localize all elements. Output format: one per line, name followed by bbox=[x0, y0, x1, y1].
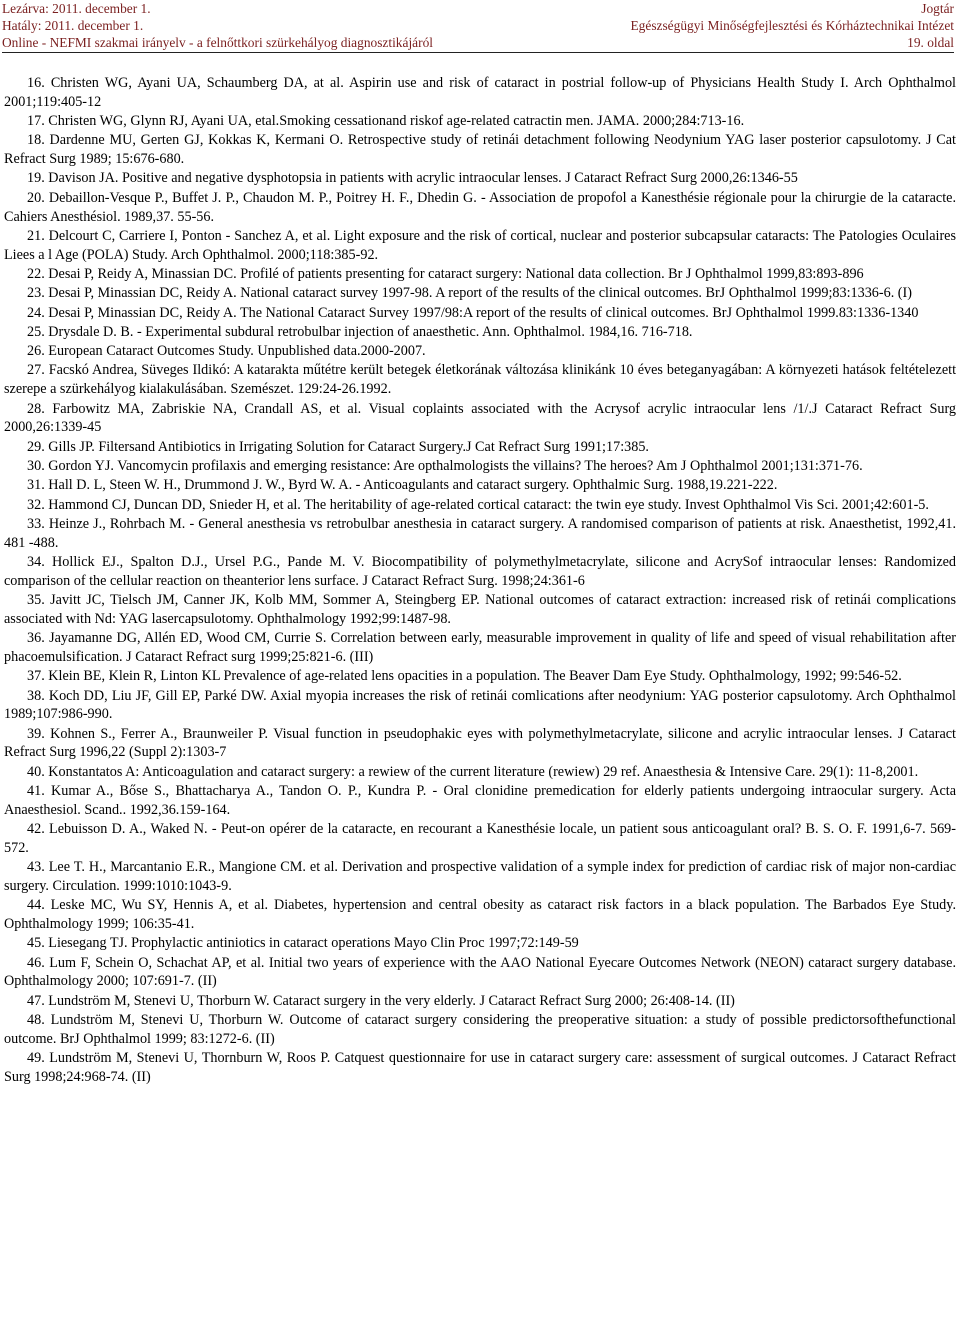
reference-number: 49. bbox=[27, 1050, 45, 1067]
reference-text: Lebuisson D. A., Waked N. - Peut-on opérer de la cataracte, en recourant a Kanesthésie locale, un patient sous anticoagulant oral? B. S. O. F. 1991,6-7. 569-572. bbox=[4, 821, 957, 856]
reference-text: Christen WG, Ayani UA, Schaumberg DA, at al. Aspirin use and risk of cataract in postrial follow-up of Physicians Health Study I. Arch Ophthalmol 2001;119:405-12 bbox=[4, 75, 957, 110]
reference-item bbox=[4, 1011, 956, 1049]
closed-date: Lezárva: 2011. december 1. bbox=[2, 1, 151, 16]
reference-number: 41. bbox=[27, 782, 45, 799]
reference-number: 21. bbox=[27, 227, 45, 244]
reference-text: Gills JP. Filtersand Antibiotics in Irrigating Solution for Cataract Surgery.J Cat Refract Surg 1991;17:385. bbox=[48, 438, 649, 455]
reference-text: Desai P, Minassian DC, Reidy A. National cataract survey 1997-98. A report of the results of the clinical outcomes. BrJ Ophthalmol 1999;83:1336-6. (I) bbox=[48, 285, 912, 302]
reference-item bbox=[4, 265, 956, 284]
reference-number: 30. bbox=[27, 457, 45, 474]
reference-number: 48. bbox=[27, 1012, 45, 1029]
reference-item bbox=[4, 992, 956, 1011]
reference-item bbox=[4, 954, 956, 992]
document-title: Online - NEFMI szakmai irányelv - a felnőttkori szürkehályog diagnosztikájáról bbox=[2, 35, 433, 50]
header-row-3 bbox=[2, 34, 954, 51]
reference-number: 39. bbox=[27, 725, 45, 742]
reference-number: 24. bbox=[27, 304, 45, 321]
reference-item bbox=[4, 112, 956, 131]
reference-item bbox=[4, 515, 956, 553]
reference-number: 32. bbox=[27, 496, 45, 513]
reference-number: 40. bbox=[27, 763, 45, 780]
reference-number: 44. bbox=[27, 897, 45, 914]
reference-number: 47. bbox=[27, 992, 45, 1009]
reference-number: 28. bbox=[27, 400, 45, 417]
reference-text: Klein BE, Klein R, Linton KL Prevalence of age-related lens opacities in a population. The Beaver Dam Eye Study. Ophthalmology, 1992; 99:546-52. bbox=[48, 668, 902, 685]
institute-name: Egészségügyi Minőségfejlesztési és Kórháztechnikai Intézet bbox=[630, 18, 954, 33]
reference-text: Hall D. L, Steen W. H., Drummond J. W., Byrd W. A. - Anticoagulants and cataract surgery. Ophthalmic Surg. 1988,19.221-222. bbox=[48, 477, 778, 494]
reference-number: 35. bbox=[27, 592, 45, 609]
reference-number: 19. bbox=[27, 170, 45, 187]
reference-number: 46. bbox=[27, 954, 45, 971]
reference-text: Heinze J., Rohrbach M. - General anesthesia vs retrobulbar anesthesia in cataract surgery. A randomised comparison of patients at risk. Anaesthetist, 1992,41. 481 -488. bbox=[4, 515, 956, 551]
reference-item bbox=[4, 400, 956, 438]
reference-item bbox=[4, 361, 956, 399]
reference-number: 43. bbox=[27, 859, 45, 876]
reference-item bbox=[4, 820, 956, 858]
reference-text: Lundström M, Stenevi U, Thorburn W. Outcome of cataract surgery considering the preoperative situation: a study of possible predictorsofthefunctional outcome. BrJ Ophthalmol 1999; 83:1272-6. (II) bbox=[4, 1012, 956, 1047]
reference-item bbox=[4, 725, 956, 763]
reference-text: Lundström M, Stenevi U, Thornburn W, Roos P. Catquest questionnaire for use in cataract surgery care: assessment of surgical outcomes. J Cataract Refract Surg 1998;24:968-74. (II) bbox=[4, 1050, 957, 1085]
reference-text: Lum F, Schein O, Schachat AP, et al. Initial two years of experience with the AAO National Eyecare Outcomes Network (NEON) cataract surgery database. Ophthalmology 2000; 107:691-7. (II) bbox=[4, 954, 956, 990]
reference-number: 37. bbox=[27, 668, 45, 685]
reference-item bbox=[4, 687, 956, 725]
reference-item bbox=[4, 934, 956, 953]
reference-number: 29. bbox=[27, 438, 45, 455]
reference-number: 42. bbox=[27, 821, 45, 838]
reference-text: Christen WG, Glynn RJ, Ayani UA, etal.Smoking cessationand riskof age-related catractin men. JAMA. 2000;284:713-16. bbox=[48, 113, 745, 130]
reference-text: Davison JA. Positive and negative dysphotopsia in patients with acrylic intraocular lenses. J Cataract Refract Surg 2000,26:1346-55 bbox=[48, 170, 798, 187]
reference-number: 16. bbox=[27, 75, 45, 91]
page-number: 19. oldal bbox=[907, 35, 954, 50]
reference-number: 17. bbox=[27, 113, 45, 130]
reference-text: Kohnen S., Ferrer A., Braunweiler P. Visual function in pseudophakic eyes with polymethylmetacrylate, silicone and acrylic intraocular lenses. J Cataract Refract Surg 1996,22 (Suppl 2):1303-7 bbox=[4, 725, 956, 761]
reference-item bbox=[4, 667, 956, 686]
reference-text: Debaillon-Vesque P., Buffet J. P., Chaudon M. P., Poitrey H. F., Dhedin G. - Association de propofol a Kanesthésie régionale pour la chirurgie de la cataracte. Cahiers Anesthésiol. 1989,37. 55-56. bbox=[4, 189, 956, 225]
reference-text: Liesegang TJ. Prophylactic antiniotics in cataract operations Mayo Clin Proc 1997;72:149-59 bbox=[48, 935, 579, 952]
effective-date: Hatály: 2011. december 1. bbox=[2, 18, 144, 33]
reference-text: Lee T. H., Marcantanio E.R., Mangione CM. et al. Derivation and prospective validation of a symple index for prediction of cardiac risk of major non-cardiac surgery. Circulation. 1999:1010:1043-9. bbox=[4, 859, 956, 894]
reference-number: 20. bbox=[27, 189, 45, 206]
reference-number: 25. bbox=[27, 323, 45, 340]
reference-text: Konstantatos A: Anticoagulation and cataract surgery: a rewiew of the current literature (rewiew) 29 ref. Anaesthesia & Intensive Care. 29(1): 11-8,2001. bbox=[48, 763, 919, 780]
reference-item bbox=[4, 1049, 956, 1087]
reference-item bbox=[4, 323, 956, 342]
reference-item bbox=[4, 284, 956, 303]
reference-text: Farbowitz MA, Zabriskie NA, Crandall AS, et al. Visual coplaints associated with the Acrysof acrylic intraocular lens /1/.J Cataract Refract Surg 2000,26:1339-45 bbox=[4, 400, 957, 436]
reference-text: Kumar A., Bőse S., Bhattacharya A., Tandon O. P., Kundra P. - Oral clonidine premedication for elderly patients undergoing intraocular surgery. Acta Anaesthesiol. Scand.. 1992,36.159-164. bbox=[4, 782, 956, 818]
reference-number: 22. bbox=[27, 265, 45, 282]
reference-text: Hammond CJ, Duncan DD, Snieder H, et al. The heritability of age-related cortical cataract: the twin eye study. Invest Ophthalmol Vis Sci. 2001;42:601-5. bbox=[48, 496, 929, 513]
publisher-name: Jogtár bbox=[921, 1, 954, 16]
reference-text: Facskó Andrea, Süveges Ildikó: A katarakta műtétre került betegek életkorának változása klinikánk 10 éves beteganyagában: A környezeti hatások feltételezett szerepe a szürkehályog kialakulásában. Szemészet. 129:24-26.1992. bbox=[4, 362, 957, 398]
reference-text: Dardenne MU, Gerten GJ, Kokkas K, Kermani O. Retrospective study of retinái detachment following Neodynium YAG laser posterior capsulotomy. J Cat Refract Surg 1989; 15:676-680. bbox=[4, 132, 956, 168]
reference-text: Leske MC, Wu SY, Hennis A, et al. Diabetes, hypertension and central obesity as cataract risk factors in a black population. The Barbados Eye Study. Ophthalmology 1999; 106:35-41. bbox=[4, 897, 956, 933]
reference-item bbox=[4, 763, 956, 782]
reference-text: Hollick EJ., Spalton D.J., Ursel P.G., Pande M. V. Biocompatibility of polymethylmetacrylate, silicone and AcrySof intraocular lenses: Randomized comparison of the cellular reaction on theanterior lens surface. J Cataract Refract Surg. 1998;24:361-6 bbox=[4, 553, 957, 589]
reference-number: 36. bbox=[27, 630, 45, 647]
reference-item bbox=[4, 629, 956, 667]
reference-text: Desai P, Minassian DC, Reidy A. The National Cataract Survey 1997/98:A report of the results of clinical outcomes. BrJ Ophthalmol 1999.83:1336-1340 bbox=[48, 304, 919, 321]
reference-text: Drysdale D. B. - Experimental subdural retrobulbar injection of anaesthetic. Ann. Ophthalmol. 1984,16. 716-718. bbox=[48, 323, 693, 340]
reference-item bbox=[4, 169, 956, 188]
reference-text: Javitt JC, Tielsch JM, Canner JK, Kolb MM, Sommer A, Steingberg EP. National outcomes of cataract extraction: increased risk of retinái complications associated with Nd: YAG lasercapsulotomy. Ophthalmology 1992;99:1487-98. bbox=[4, 592, 957, 627]
reference-item bbox=[4, 189, 956, 227]
reference-item bbox=[4, 591, 956, 629]
reference-item bbox=[4, 496, 956, 515]
reference-item bbox=[4, 457, 956, 476]
reference-number: 45. bbox=[27, 935, 45, 952]
reference-number: 34. bbox=[27, 553, 45, 570]
reference-item bbox=[4, 858, 956, 896]
reference-text: European Cataract Outcomes Study. Unpublished data.2000-2007. bbox=[48, 343, 426, 360]
reference-text: Jayamanne DG, Allén ED, Wood CM, Currie S. Correlation between early, measurable improvement in quality of life and speed of visual rehabilitation after phacoemulsification. J Cataract Refract surg 1999;25:821-6. (III) bbox=[4, 630, 957, 665]
reference-item bbox=[4, 438, 956, 457]
reference-item bbox=[4, 896, 956, 934]
reference-text: Lundström M, Stenevi U, Thorburn W. Cataract surgery in the very elderly. J Cataract Refract Surg 2000; 26:408-14. (II) bbox=[48, 992, 735, 1009]
reference-item bbox=[4, 74, 956, 112]
reference-item bbox=[4, 131, 956, 169]
reference-text: Delcourt C, Carriere I, Ponton - Sanchez A, et al. Light exposure and the risk of cortical, nuclear and posterior subcapsular cataracts: The Patologies Oculaires Liees a l Age (POLA) Study. Arch Ophthalmol. 2000;118:385-92. bbox=[4, 227, 956, 263]
reference-item bbox=[4, 476, 956, 495]
reference-number: 33. bbox=[27, 515, 45, 532]
header-row-1 bbox=[2, 0, 954, 17]
reference-list bbox=[4, 74, 956, 1087]
header-row-2 bbox=[2, 17, 954, 34]
reference-item bbox=[4, 304, 956, 323]
reference-item bbox=[4, 782, 956, 820]
reference-item bbox=[4, 342, 956, 361]
reference-item bbox=[4, 553, 956, 591]
reference-number: 23. bbox=[27, 285, 45, 302]
reference-text: Koch DD, Liu JF, Gill EP, Parké DW. Axial myopia increases the risk of retinái comlications after neodynium: YAG posterior capsulotomy. Arch Ophthalmol 1989;107:986-990. bbox=[4, 687, 957, 723]
reference-text: Gordon YJ. Vancomycin profilaxis and emerging resistance: Are opthalmologists the villains? The heroes? Am J Ophthalmol 2001;131:371-76. bbox=[48, 457, 863, 474]
reference-number: 27. bbox=[27, 362, 45, 379]
reference-number: 18. bbox=[27, 132, 45, 149]
reference-number: 26. bbox=[27, 343, 45, 360]
reference-number: 31. bbox=[27, 477, 45, 494]
reference-text: Desai P, Reidy A, Minassian DC. Profilé of patients presenting for cataract surgery: National data collection. Br J Ophthalmol 1999,83:893-896 bbox=[48, 265, 864, 282]
reference-number: 38. bbox=[27, 687, 45, 704]
reference-item bbox=[4, 227, 956, 265]
page-header bbox=[2, 0, 954, 53]
